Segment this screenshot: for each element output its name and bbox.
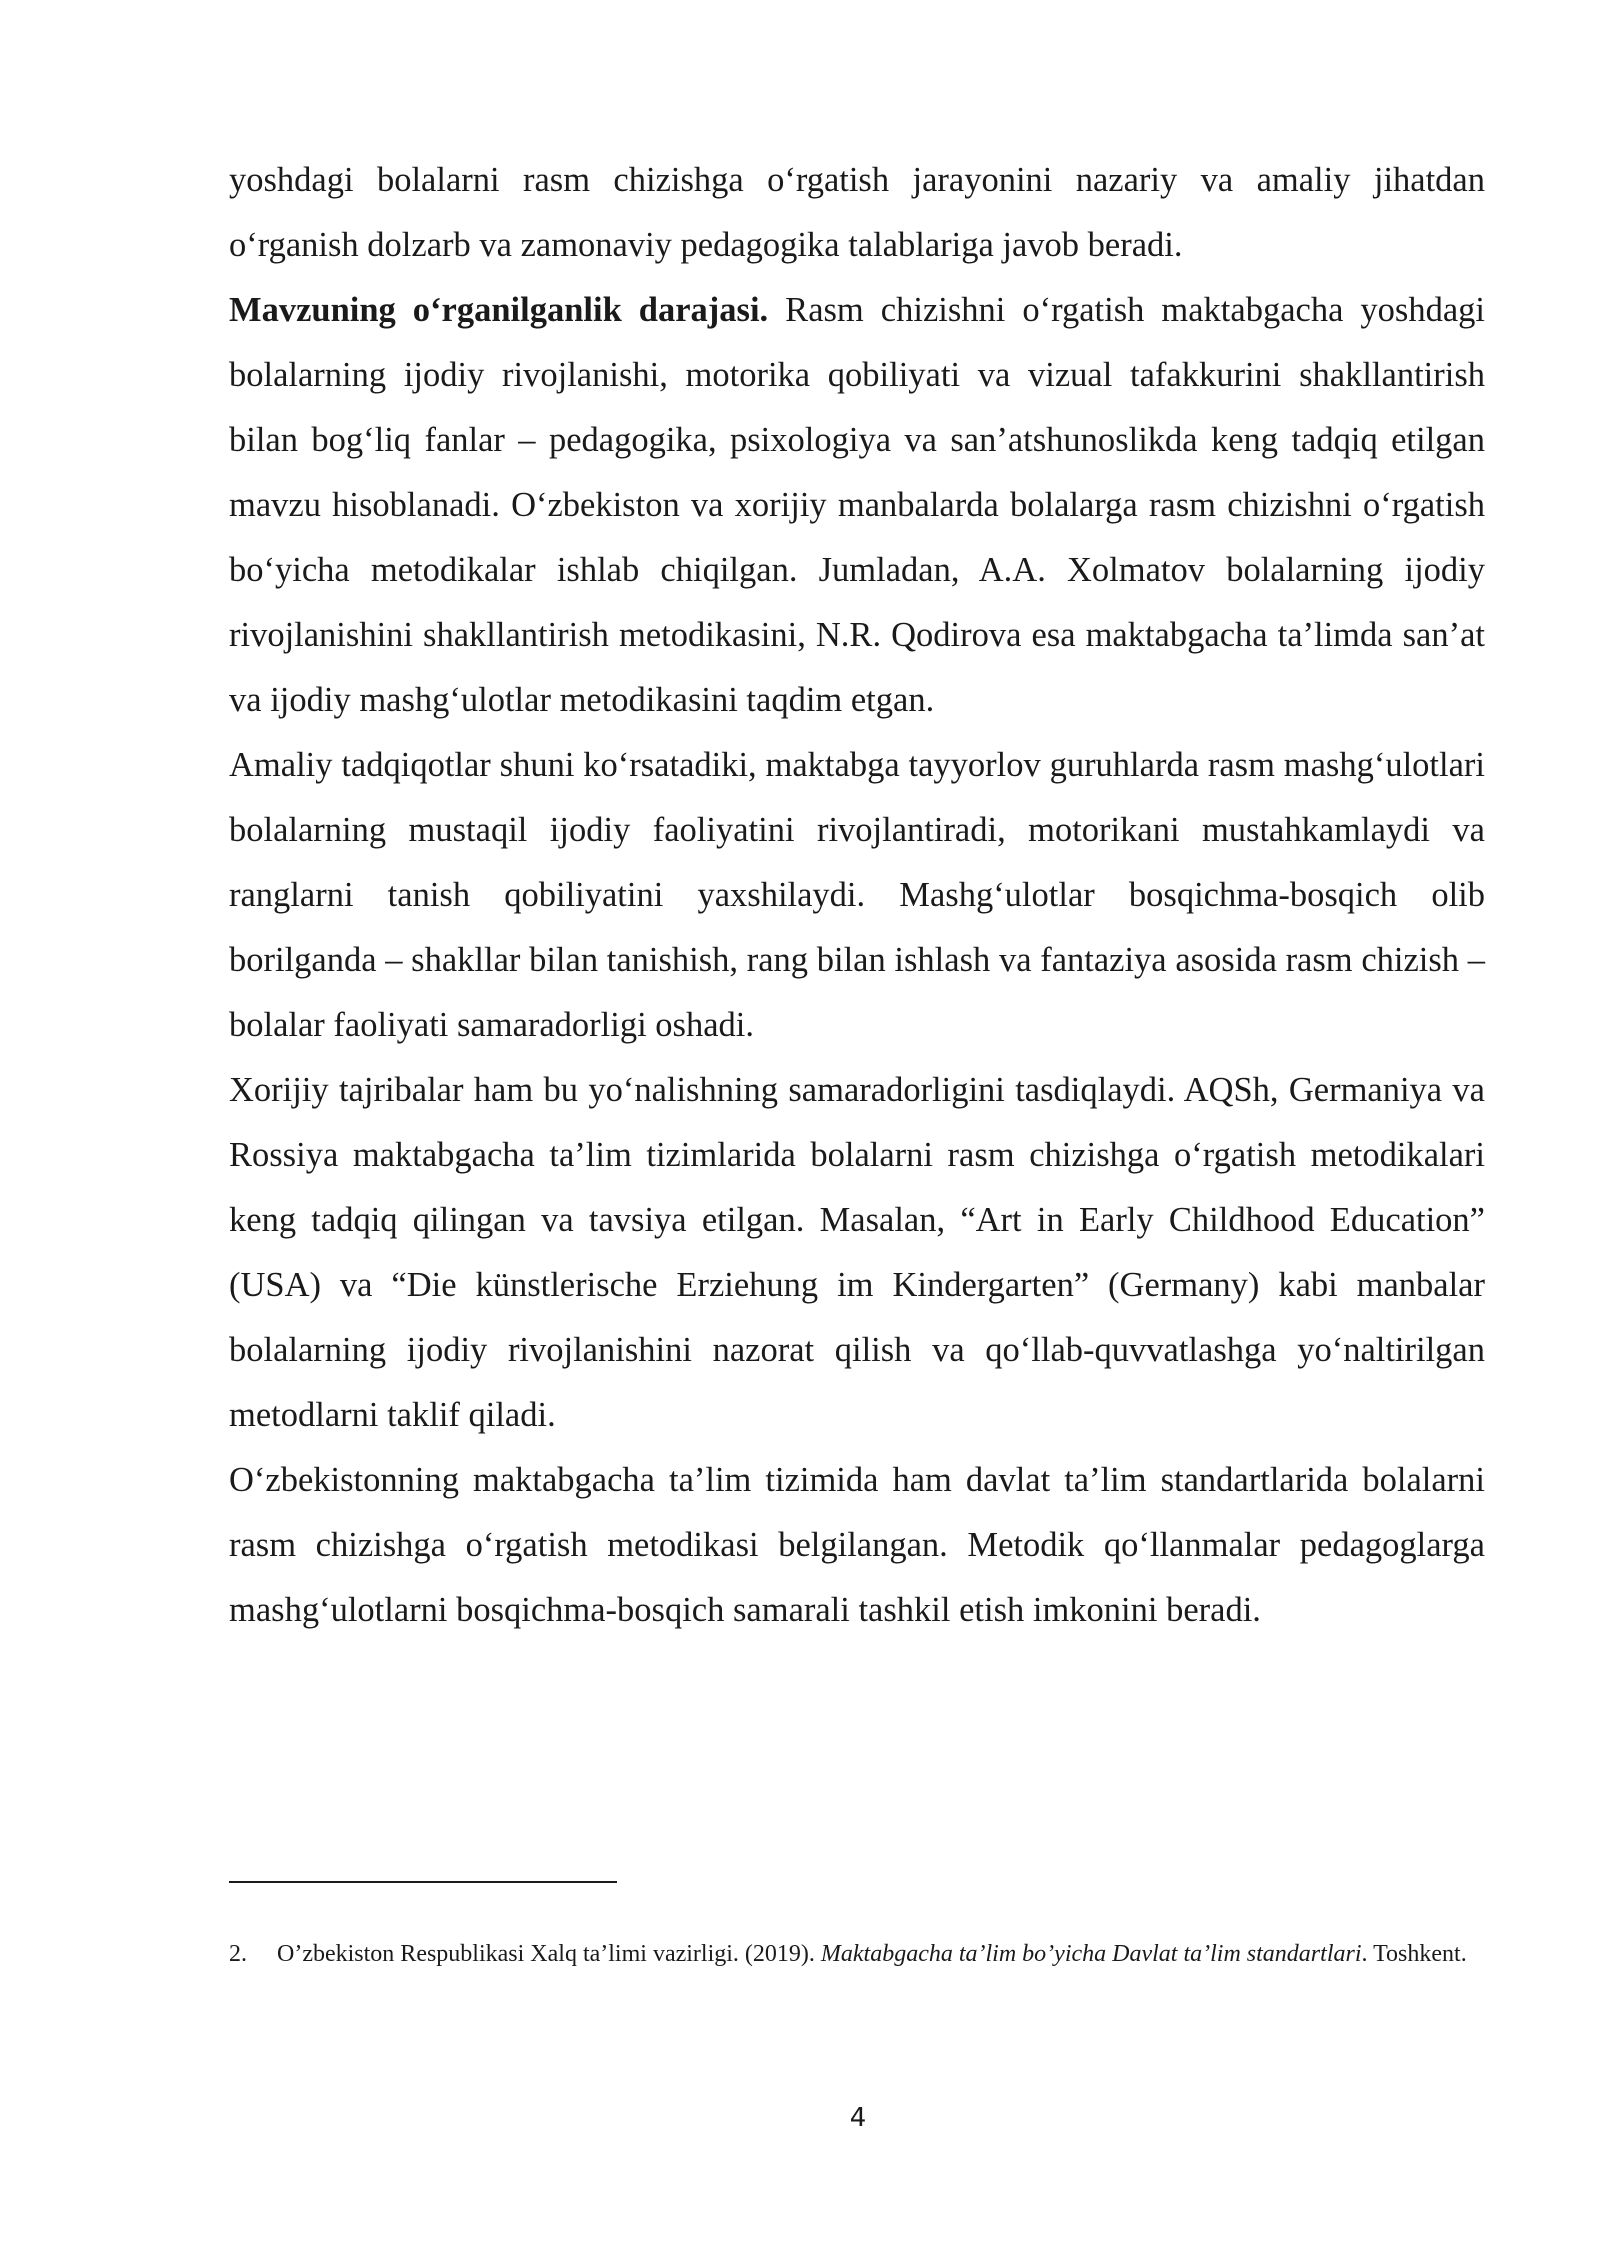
paragraph-text: O‘zbekistonning maktabgacha ta’lim tizimida ham davlat ta’lim standartlarida bolalarni rasm chizishga o‘rgatish metodikasi belgilangan. Metodik qo‘llanmalar pedagoglarga mashg‘ulotlarni bosqichma-bosqich samarali tashkil etish imkonini beradi. — [229, 1461, 1485, 1629]
footnote — [229, 1930, 1485, 1978]
body-text — [229, 148, 1485, 1643]
footnote-body — [277, 1930, 1485, 1978]
paragraph-research-degree — [229, 278, 1485, 733]
footnote-title: Maktabgacha ta’lim bo’yicha Davlat ta’lim standartlari — [820, 1941, 1362, 1967]
footnote-text: O’zbekiston Respublikasi Xalq ta’limi vazirligi. (2019). — [277, 1941, 821, 1967]
paragraph-intro-continuation — [229, 148, 1485, 278]
paragraph-heading: Mavzuning o‘rganilganlik darajasi. — [229, 291, 769, 329]
paragraph-text: Xorijiy tajribalar ham bu yo‘nalishning samaradorligini tasdiqlaydi. AQSh, Germaniya va Rossiya maktabgacha ta’lim tizimlarida bolalarni rasm chizishga o‘rgatish metodikalari keng tadqiq qilingan va tavsiya etilgan. Masalan, “Art in Early Childhood Education” (USA) va “Die künstlerische Erziehung im Kindergarten” (Germany) kabi manbalar bolalarning ijodiy rivojlanishini nazorat qilish va qo‘llab-quvvatlashga yo‘naltirilgan metodlarni taklif qiladi. — [229, 1071, 1485, 1434]
page-number: 4 — [849, 2103, 867, 2133]
footnote-text-end: . Toshkent. — [1361, 1941, 1467, 1967]
footnote-number: 2. — [229, 1941, 247, 1967]
paragraph-text: Amaliy tadqiqotlar shuni ko‘rsatadiki, maktabga tayyorlov guruhlarda rasm mashg‘ulotlari bolalarning mustaqil ijodiy faoliyatini rivojlantiradi, motorikani mustahkamlaydi va ranglarni tanish qobiliyatini yaxshilaydi. Mashg‘ulotlar bosqichma-bosqich olib borilganda – shakllar bilan tanishish, rang bilan ishlash va fantaziya asosida rasm chizish – bolalar faoliyati samaradorligi oshadi. — [229, 746, 1485, 1044]
paragraph-practical-research — [229, 733, 1485, 1058]
paragraph-uzbekistan-standards — [229, 1448, 1485, 1643]
paragraph-text: Rasm chizishni o‘rgatish maktabgacha yoshdagi bolalarning ijodiy rivojlanishi, motorika qobiliyati va vizual tafakkurini shakllantirish bilan bog‘liq fanlar – pedagogika, psixologiya va san’atshunoslikda keng tadqiq etilgan mavzu hisoblanadi. O‘zbekiston va xorijiy manbalarda bolalarga rasm chizishni o‘rgatish bo‘yicha metodikalar ishlab chiqilgan. Jumladan, A.A. Xolmatov bolalarning ijodiy rivojlanishini shakllantirish metodikasini, N.R. Qodirova esa maktabgacha ta’limda san’at va ijodiy mashg‘ulotlar metodikasini taqdim etgan. — [229, 291, 1485, 719]
footnote-separator — [229, 1881, 617, 1883]
paragraph-foreign-experience — [229, 1058, 1485, 1448]
paragraph-text: yoshdagi bolalarni rasm chizishga o‘rgatish jarayonini nazariy va amaliy jihatdan o‘rganish dolzarb va zamonaviy pedagogika talablariga javob beradi. — [229, 161, 1485, 264]
